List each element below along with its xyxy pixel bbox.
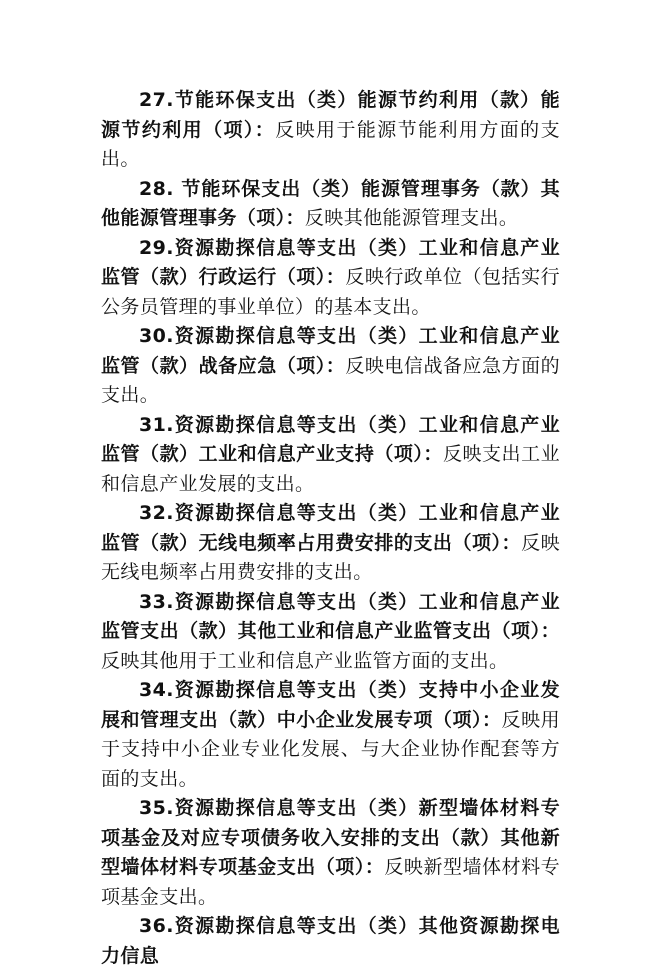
entry-description: 反映无线电频率占用费安排的支出。 (101, 531, 560, 583)
entry-36 (101, 912, 560, 971)
entry-description: 反映其他用于工业和信息产业监管方面的支出。 (101, 649, 509, 672)
entry-27 (101, 86, 560, 175)
entry-30 (101, 322, 560, 411)
entry-description: 反映其他能源管理支出。 (304, 207, 519, 229)
entry-heading: 33.资源勘探信息等支出（类）工业和信息产业监管支出（款）其他工业和信息产业监管支出（项）： (101, 590, 560, 642)
entry-description: 反映支出工业和信息产业发展的支出。 (101, 443, 560, 495)
entry-description: 反映行政单位（包括实行公务员管理的事业单位）的基本支出。 (101, 266, 561, 318)
entry-heading: 30.资源勘探信息等支出（类）工业和信息产业监管（款）战备应急（项）： (101, 325, 560, 377)
entry-heading: 35.资源勘探信息等支出（类）新型墙体材料专项基金及对应专项债务收入安排的支出（款）其他新型墙体材料专项基金支出（项）： (101, 797, 560, 878)
entry-31 (101, 411, 560, 500)
entry-description: 反映电信战备应急方面的支出。 (101, 354, 561, 406)
entry-heading: 28. 节能环保支出（类）能源管理事务（款）其他能源管理事务（项）： (101, 177, 560, 229)
entry-description: 反映用于支持中小企业专业化发展、与大企业协作配套等方面的支出。 (101, 708, 560, 790)
entry-heading: 29.资源勘探信息等支出（类）工业和信息产业监管（款）行政运行（项）： (101, 236, 560, 288)
entry-28 (101, 175, 560, 234)
entry-description: 反映用于能源节能利用方面的支出。 (101, 118, 560, 170)
entry-heading: 36.资源勘探信息等支出（类）其他资源勘探电力信息 (101, 915, 560, 967)
entry-33 (101, 588, 560, 677)
entry-heading: 27.节能环保支出（类）能源节约利用（款）能源节约利用（项）： (101, 89, 560, 141)
entry-heading: 31.资源勘探信息等支出（类）工业和信息产业监管（款）工业和信息产业支持（项）： (101, 413, 560, 465)
entry-description: 反映新型墙体材料专项基金支出。 (101, 856, 560, 908)
entry-35 (101, 794, 560, 912)
entry-34 (101, 676, 560, 794)
entry-heading: 34.资源勘探信息等支出（类）支持中小企业发展和管理支出（款）中小企业发展专项（项）： (101, 679, 560, 731)
entry-32 (101, 499, 560, 588)
entry-heading: 32.资源勘探信息等支出（类）工业和信息产业监管（款）无线电频率占用费安排的支出（项）： (101, 502, 560, 554)
entry-29 (101, 234, 560, 323)
